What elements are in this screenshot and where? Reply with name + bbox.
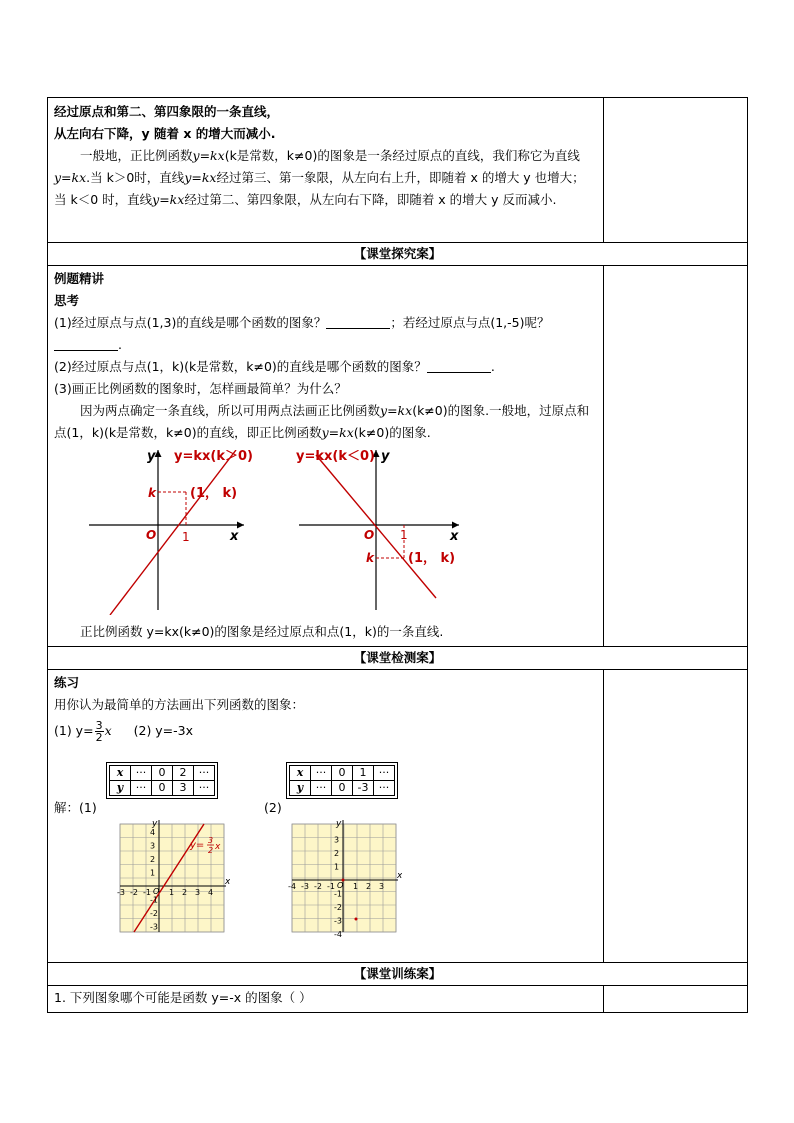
svg-text:y: y [381,450,390,464]
graph-positive-k [89,450,253,615]
grid-graph-1 [110,818,230,938]
intro-row [48,98,748,243]
practice-problems: (1) y= $\frac{3}{2}$ x (2) y=-3x [54,719,194,744]
solution-label-2: (2) [264,800,282,815]
x-tick-label: -2 [314,882,322,891]
explore-answer: 因为两点确定一条直线，所以可用两点法画正比例函数y=kx(k≠0)的图象.一般地，过原点和点(1，k)(k是常数，k≠0)的直线，即正比例函数y=kx(k≠0)的图象. [54,403,590,440]
example-title: 例题精讲 [54,271,105,286]
y-tick-label: -2 [334,903,342,912]
practice-instruction: 用你认为最简单的方法画出下列函数的图象： [54,697,305,712]
y-tick-label: -4 [334,930,342,938]
question-1: (1)经过原点与点(1,3)的直线是哪个函数的图象？ ；若经过原点与点(1,-5)呢？ [54,315,550,330]
x-tick-label: -3 [301,882,309,891]
value-table-1: x ··· 0 2 ··· y ··· 0 3 ··· [106,762,218,799]
y-tick-label: -1 [334,889,342,899]
y-tick-label: -1 [150,895,158,905]
svg-text:x: x [215,842,221,852]
x-tick-label: -2 [130,888,138,897]
svg-text:x: x [230,529,239,544]
value-table-2: x ··· 0 1 ··· y ··· 0 -3 ··· [286,762,398,799]
section-title: 【课堂训练案】 [48,963,748,986]
svg-text:O: O [364,528,375,542]
intro-line1: 经过原点和第二、第四象限的一条直线， [54,104,280,119]
grid-graph-2 [282,818,402,938]
y-tick-label: 3 [150,841,156,851]
svg-text:O: O [337,881,344,890]
x-tick-label: -4 [288,882,296,891]
think-title: 思考 [54,293,80,308]
x-tick-label: -1 [143,888,151,897]
x-tick-label: 4 [208,888,214,897]
svg-text:O: O [146,528,157,542]
question-1-cont: . [54,334,597,356]
x-tick-label: 1 [169,888,175,897]
x-tick-label: 3 [379,882,385,891]
train-row [48,986,748,1013]
y-tick-label: 4 [150,828,156,837]
explore-row [48,266,748,647]
answer-blank[interactable] [427,358,491,373]
y-tick-label: -3 [150,922,158,932]
line-label: y= [190,840,205,851]
y-tick-label: 1 [150,868,156,878]
svg-text:y: y [152,819,158,829]
section-header-check [48,647,748,670]
svg-text:x: x [450,529,459,544]
svg-text:O: O [153,887,160,896]
proportional-graphs [54,450,594,615]
notes-cell [604,670,748,963]
worksheet-table [47,97,748,1013]
svg-text:k: k [366,551,374,565]
svg-text:x: x [397,871,402,881]
x-tick-label: -3 [117,888,125,897]
x-tick-label: 3 [195,888,201,897]
question-2: (2)经过原点与点(1，k)(k是常数，k≠0)的直线是哪个函数的图象？ . [54,359,495,374]
x-tick-label: 2 [366,882,372,891]
section-title: 【课堂检测案】 [48,647,748,670]
intro-text [48,98,603,214]
x-tick-label: 2 [182,888,188,897]
svg-text:(1， k): (1， k) [190,486,238,501]
graph1-label: y=kx(k＞0) [174,450,253,464]
line-positive [110,450,236,615]
conclusion: 正比例函数 y=kx(k≠0)的图象是经过原点和点(1，k)的一条直线. [80,624,444,639]
answer-blank[interactable] [54,336,118,351]
solution-label-1: 解：(1) [54,800,97,815]
graph2-label: y=kx(k＜0) [296,450,375,464]
svg-text:1: 1 [400,528,408,542]
svg-text:y: y [336,819,342,829]
notes-cell [604,266,748,647]
section-title: 【课堂探究案】 [48,243,748,266]
svg-text:1: 1 [182,530,190,544]
svg-text:(1， k): (1， k) [408,551,456,566]
section-header-explore [48,243,748,266]
practice-title: 练习 [54,675,80,690]
x-tick-label: -1 [327,882,335,891]
y-tick-label: -2 [150,909,158,918]
svg-text:2: 2 [208,846,214,855]
point-1-neg3 [355,918,358,921]
y-tick-label: 3 [334,835,340,845]
y-tick-label: -3 [334,916,342,926]
answer-blank[interactable] [326,314,390,329]
y-tick-label: 2 [334,849,340,858]
svg-text:x: x [225,877,230,887]
graph-negative-k [296,450,459,610]
x-tick-label: 1 [353,882,359,891]
section-header-train [48,963,748,986]
notes-cell [604,986,748,1013]
svg-text:3: 3 [208,836,214,845]
intro-paragraph: 一般地，正比例函数y=kx(k是常数，k≠0)的图象是一条经过原点的直线，我们称它为直线y=kx.当 k＞0时，直线y=kx经过第三、第一象限，从左向右上升，即随着 x 的增大 y 也增大；当 k＜0 时，直线y=kx经过第二、第四象限，从左向右下降，即随着 x 的增大 y 反而减小. [54,148,585,207]
notes-cell [604,98,748,243]
svg-text:y: y [147,450,156,464]
train-question-1: 1. 下列图象哪个可能是函数 y=-x 的图象（ ） [54,990,312,1005]
check-row [48,670,748,963]
y-tick-label: 1 [334,862,340,872]
question-3: (3)画正比例函数的图象时，怎样画最简单？为什么？ [54,381,347,396]
y-tick-label: 2 [150,855,156,864]
svg-text:k: k [148,486,156,500]
intro-line2: 从左向右下降，y 随着 x 的增大而减小. [54,126,276,141]
